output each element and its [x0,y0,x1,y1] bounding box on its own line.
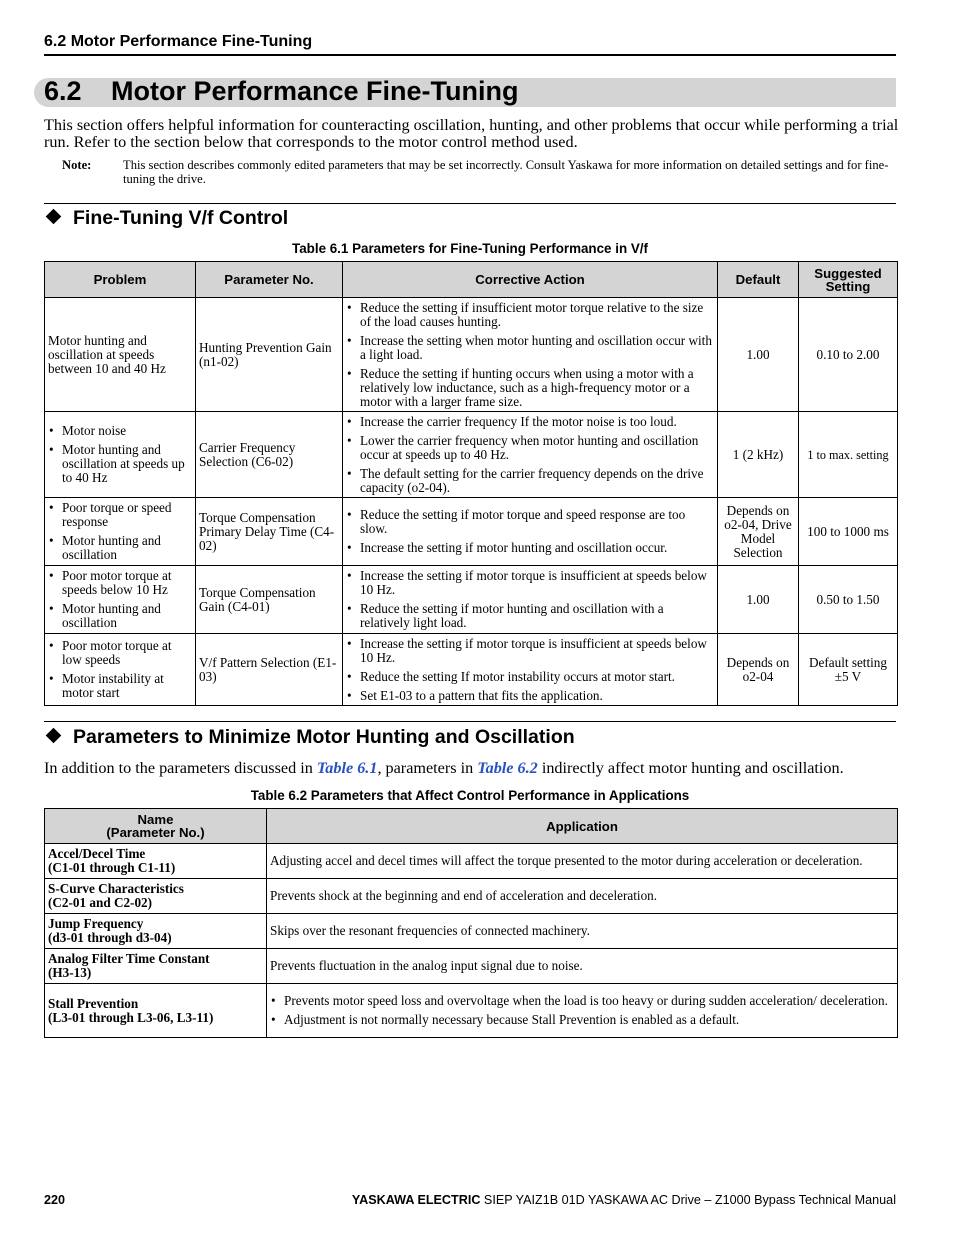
application-cell: Prevents shock at the beginning and end of acceleration and deceleration. [267,879,898,914]
suggested-cell: 0.10 to 2.00 [799,298,898,412]
body-paragraph [44,760,904,777]
table-caption: Table 6.1 Parameters for Fine-Tuning Performance in V/f [292,241,648,256]
column-header: Problem [45,262,196,298]
action-item: • Reduce the setting If motor instability occurs at motor start. [346,670,714,684]
param-name: Analog Filter Time Constant [48,951,210,966]
table-row [45,879,898,914]
action-item: • Increase the setting when motor hunting and oscillation occur with a light load. [346,334,714,362]
problem-item: • Motor instability at motor start [48,672,192,700]
table-row [45,566,898,634]
intro-paragraph: This section offers helpful information for counteracting oscillation, hunting, and other problems that occur while performing a trial run. Refer to the section below that corresponds to the motor control method used. [44,116,899,151]
param-name: Stall Prevention [48,995,139,1011]
page-number: 220 [44,1193,66,1207]
column-header: Suggested Setting [799,262,898,298]
problem-item: • Motor hunting and oscillation at speeds up to 40 Hz [48,443,192,485]
suggested-cell: Default setting ±5 V [799,634,898,706]
action-item: • Lower the carrier frequency when motor hunting and oscillation occur at speeds up to 40 Hz. [346,434,714,462]
subsection-heading-hunting [44,726,575,749]
application-cell: Skips over the resonant frequencies of connected machinery. [267,914,898,949]
param-name: Accel/Decel Time [48,846,146,861]
name-cell [45,914,267,949]
action-cell [343,412,718,498]
problem-item: • Poor motor torque at low speeds [48,639,192,667]
action-item: • Reduce the setting if motor torque and speed response are too slow. [346,508,714,536]
name-cell [45,879,267,914]
action-cell [343,498,718,566]
action-item: • Reduce the setting if hunting occurs when using a motor with a relatively low inductance, such as a high-frequency motor or a motor with a larger frame size. [346,367,714,409]
problem-cell: Motor hunting and oscillation at speeds between 10 and 40 Hz [45,298,196,412]
note-label: Note: [62,158,92,172]
default-cell: 1 (2 kHz) [718,412,799,498]
table-row [45,634,898,706]
param-name: S-Curve Characteristics [48,881,184,896]
subsection-heading-text: Fine-Tuning V/f Control [73,207,289,229]
action-item: • Increase the setting if motor hunting and oscillation occur. [346,541,714,555]
param-number: (C1-01 through C1-11) [48,860,176,875]
action-item: • Reduce the setting if motor hunting and oscillation with a relatively light load. [346,602,714,630]
parameter-cell: Hunting Prevention Gain (n1-02) [196,298,343,412]
problem-item: • Poor torque or speed response [48,501,192,529]
section-title: Motor Performance Fine-Tuning [111,76,519,106]
table-row [45,949,898,984]
action-cell [343,298,718,412]
problem-cell [45,498,196,566]
problem-cell [45,412,196,498]
suggested-cell: 100 to 1000 ms [799,498,898,566]
application-cell: Prevents fluctuation in the analog input signal due to noise. [267,949,898,984]
table-caption: Table 6.2 Parameters that Affect Control Performance in Applications [250,788,690,803]
problem-item: • Motor hunting and oscillation [48,602,192,630]
section-number: 6.2 [44,76,82,106]
default-cell: 1.00 [718,566,799,634]
vf-tuning-table [44,261,898,706]
body-text: indirectly affect motor hunting and oscillation. [537,759,844,777]
action-item: • Increase the setting if motor torque is insufficient at speeds below 10 Hz. [346,569,714,597]
suggested-cell: 0.50 to 1.50 [799,566,898,634]
problem-item: • Motor noise [48,424,192,438]
table-row [45,914,898,949]
table-6-1-link[interactable]: Table 6.1 [316,759,378,777]
footer-doc-title: SIEP YAIZ1B 01D YASKAWA AC Drive – Z1000 Bypass Technical Manual [480,1193,896,1207]
param-name: Jump Frequency [48,916,144,931]
action-cell [343,634,718,706]
header-param: (Parameter No.) [106,825,205,840]
column-header [45,809,267,844]
action-item: • Reduce the setting if insufficient motor torque relative to the size of the load causes hunting. [346,301,714,329]
column-header: Default [718,262,799,298]
page-footer [44,1193,896,1211]
name-cell [45,984,267,1038]
column-header: Parameter No. [196,262,343,298]
param-number: (L3-01 through L3-06, L3-11) [48,1009,214,1025]
header-name: Name [137,812,174,827]
action-cell [343,566,718,634]
name-cell [45,844,267,879]
application-cell: Adjusting accel and decel times will affect the torque presented to the motor during acceleration or deceleration. [267,844,898,879]
default-cell: 1.00 [718,298,799,412]
param-number: (H3-13) [48,965,92,980]
body-text: In addition to the parameters discussed in [44,759,317,777]
column-header: Application [267,809,898,844]
default-cell: Depends on o2-04, Drive Model Selection [718,498,799,566]
problem-item: • Motor hunting and oscillation [48,534,192,562]
footer-brand: YASKAWA ELECTRIC [351,1193,481,1207]
diamond-bullet-icon [46,728,62,744]
column-header: Corrective Action [343,262,718,298]
table-row [45,412,898,498]
action-item: • Increase the carrier frequency If the motor noise is too loud. [346,415,714,429]
application-cell [267,984,898,1038]
diamond-bullet-icon [46,209,62,225]
control-parameters-table [44,808,898,1038]
table-6-2-link[interactable]: Table 6.2 [477,759,538,777]
parameter-cell: Torque Compensation Gain (C4-01) [196,566,343,634]
running-head: 6.2 Motor Performance Fine-Tuning [44,33,896,56]
action-item: • Set E1-03 to a pattern that fits the application. [346,689,714,703]
problem-cell [45,634,196,706]
default-cell: Depends on o2-04 [718,634,799,706]
action-item: • The default setting for the carrier frequency depends on the drive capacity (o2-04). [346,467,714,495]
application-item: • Adjustment is not normally necessary because Stall Prevention is enabled as a default. [270,1013,894,1027]
param-number: (d3-01 through d3-04) [48,930,172,945]
table-row [45,844,898,879]
table-row [45,498,898,566]
param-number: (C2-01 and C2-02) [48,895,153,910]
note-text: This section describes commonly edited parameters that may be set incorrectly. Consult Yaskawa for more information on detailed settings and for fine-tuning the drive. [123,158,889,186]
parameter-cell: V/f Pattern Selection (E1-03) [196,634,343,706]
subsection-rule [44,203,896,204]
subsection-rule [44,721,896,722]
name-cell [45,949,267,984]
subsection-heading-vf [44,207,288,230]
suggested-cell: 1 to max. setting [799,412,898,498]
parameter-cell: Carrier Frequency Selection (C6-02) [196,412,343,498]
problem-item: • Poor motor torque at speeds below 10 Hz [48,569,192,597]
table-row [45,298,898,412]
problem-cell [45,566,196,634]
parameter-cell: Torque Compensation Primary Delay Time (C4-02) [196,498,343,566]
action-item: • Increase the setting if motor torque is insufficient at speeds below 10 Hz. [346,637,714,665]
application-item: • Prevents motor speed loss and overvoltage when the load is too heavy or during sudden acceleration/ deceleration. [270,994,894,1008]
table-row [45,984,898,1038]
note [62,158,898,186]
subsection-heading-text: Parameters to Minimize Motor Hunting and Oscillation [73,726,575,748]
body-text: , parameters in [377,759,478,777]
footer-doc-info [352,1193,896,1207]
